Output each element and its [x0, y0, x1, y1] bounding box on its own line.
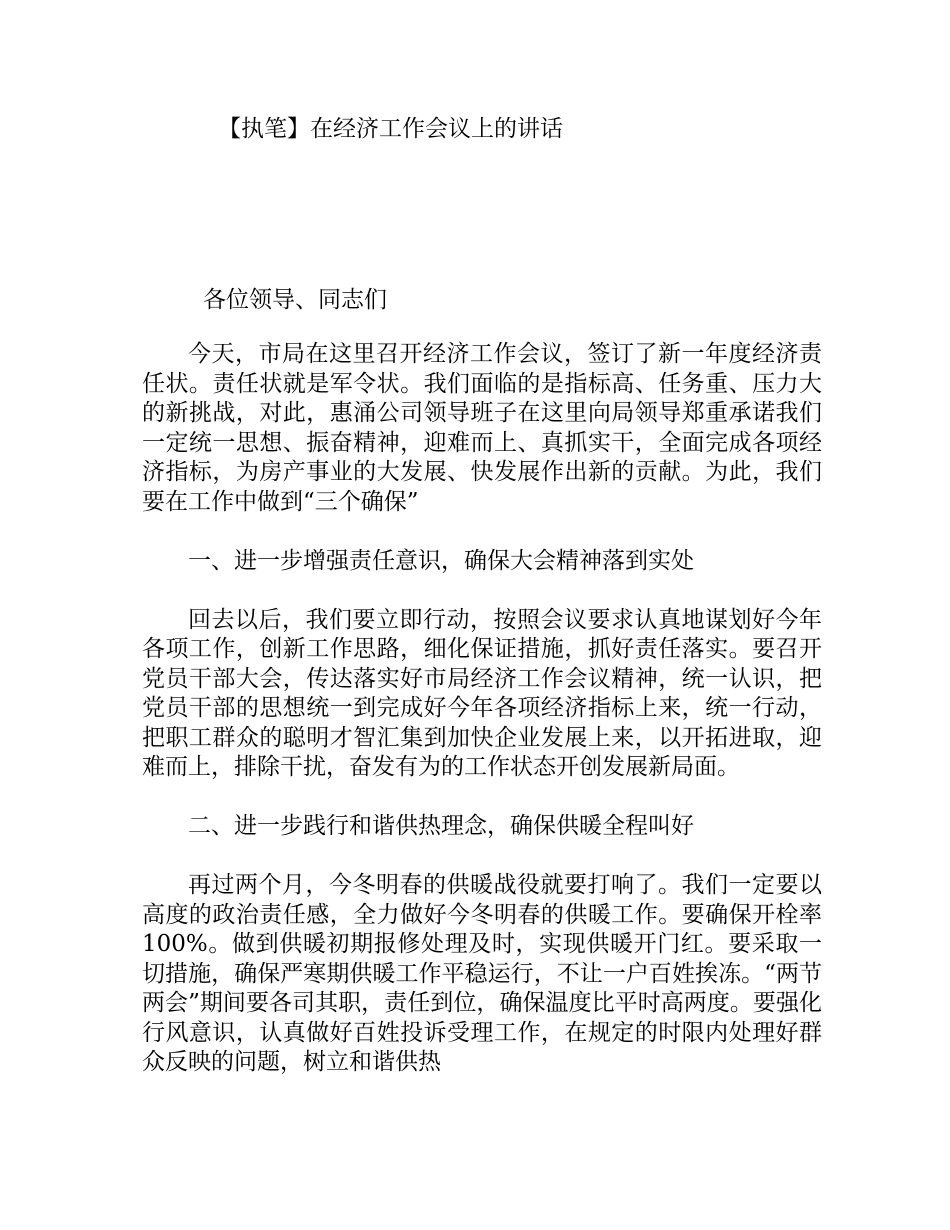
section-heading-2: 二、进一步践行和谐供热理念，确保供暖全程叫好: [188, 813, 694, 839]
paragraph-section-2: 再过两个月，今冬明春的供暖战役就要打响了。我们一定要以高度的政治责任感，全力做好今冬明春的供暖工作。要确保开栓率100%。做到供暖初期报修处理及时，实现供暖开门红。要采取一切措施，确保严寒期供暖工作平稳运行，不让一户百姓挨冻。“两节两会”期间要各司其职，责任到位，确保温度比平时高两度。要强化行风意识，认真做好百姓投诉受理工作，在规定的时限内处理好群众反映的问题，树立和谐供热: [142, 872, 822, 1075]
salutation: 各位领导、同志们: [203, 287, 387, 313]
section-heading-1: 一、进一步增强责任意识，确保大会精神落到实处: [188, 547, 694, 574]
paragraph-intro: 今天，市局在这里召开经济工作会议，签订了新一年度经济责任状。责任状就是军令状。我们面临的是指标高、任务重、压力大的新挑战，对此，惠涌公司领导班子在这里向局领导郑重承诺我们一定统一思想、振奋精神，迎难而上、真抓实干，全面完成各项经济指标，为房产事业的大发展、快发展作出新的贡献。为此，我们要在工作中做到“三个确保”: [142, 341, 822, 515]
document-body: [142, 340, 822, 1107]
document-title: 【执笔】在经济工作会议上的讲话: [218, 116, 563, 142]
paragraph-section-1: 回去以后，我们要立即行动，按照会议要求认真地谋划好今年各项工作，创新工作思路，细化保证措施，抓好责任落实。要召开党员干部大会，传达落实好市局经济工作会议精神，统一认识，把党员干部的思想统一到完成好今年各项经济指标上来，统一行动，把职工群众的聪明才智汇集到加快企业发展上来，以开拓进取，迎难而上，排除干扰，奋发有为的工作状态开创发展新局面。: [142, 606, 822, 780]
